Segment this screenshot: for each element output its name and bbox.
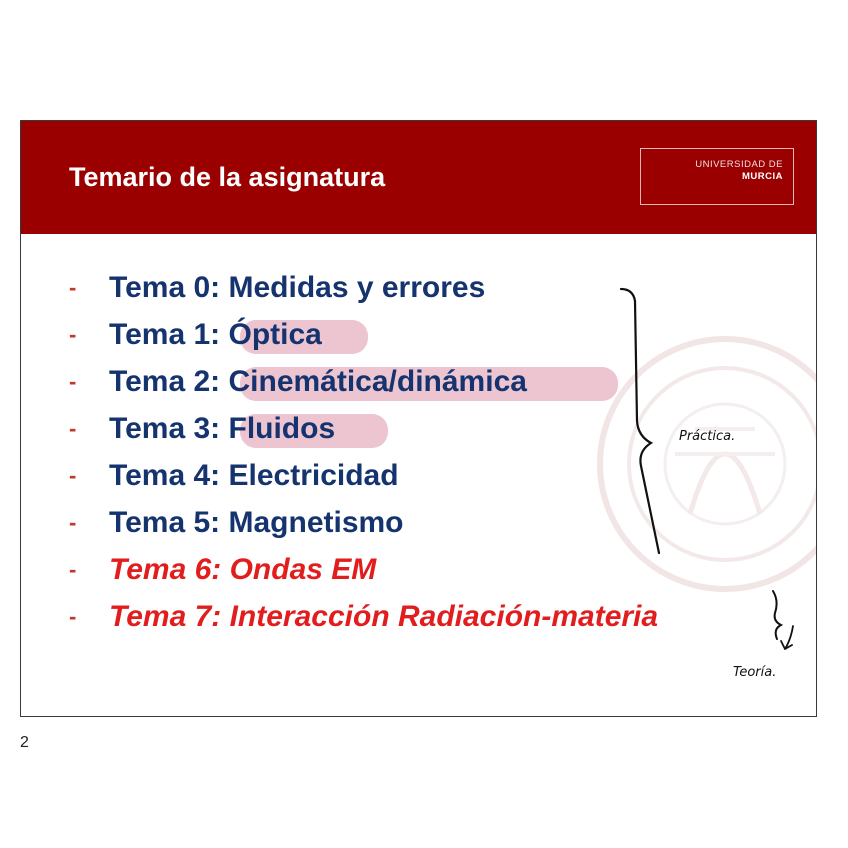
bullet-dash: - [69, 510, 77, 535]
topic-text: Tema 5: Magnetismo [109, 506, 404, 539]
bullet-dash: - [69, 322, 77, 347]
topic-text: Tema 6: Ondas EM [109, 553, 377, 586]
bullet-dash: - [69, 604, 77, 629]
annotation-practica: Práctica. [679, 429, 736, 444]
topic-text: Tema 0: Medidas y errores [109, 271, 486, 304]
logo-line-1: UNIVERSIDAD DE [695, 159, 783, 170]
handwritten-brackets [21, 121, 817, 717]
slide [20, 120, 817, 717]
bullet-dash: - [69, 369, 77, 394]
annotation-teoria: Teoría. [733, 665, 777, 680]
bullet-dash: - [69, 416, 77, 441]
topic-text: Tema 7: Interacción Radiación-materia [109, 600, 659, 633]
topic-text: Tema 2: Cinemática/dinámica [109, 365, 527, 398]
bullet-dash: - [69, 557, 77, 582]
bullet-dash: - [69, 275, 77, 300]
topic-text: Tema 3: Fluidos [109, 412, 336, 445]
bullet-dash: - [69, 463, 77, 488]
topic-text: Tema 1: Óptica [109, 318, 322, 351]
topic-text: Tema 4: Electricidad [109, 459, 399, 492]
page-number: 2 [20, 734, 29, 751]
logo-line-2: MURCIA [742, 171, 783, 182]
slide-title: Temario de la asignatura [69, 162, 386, 192]
